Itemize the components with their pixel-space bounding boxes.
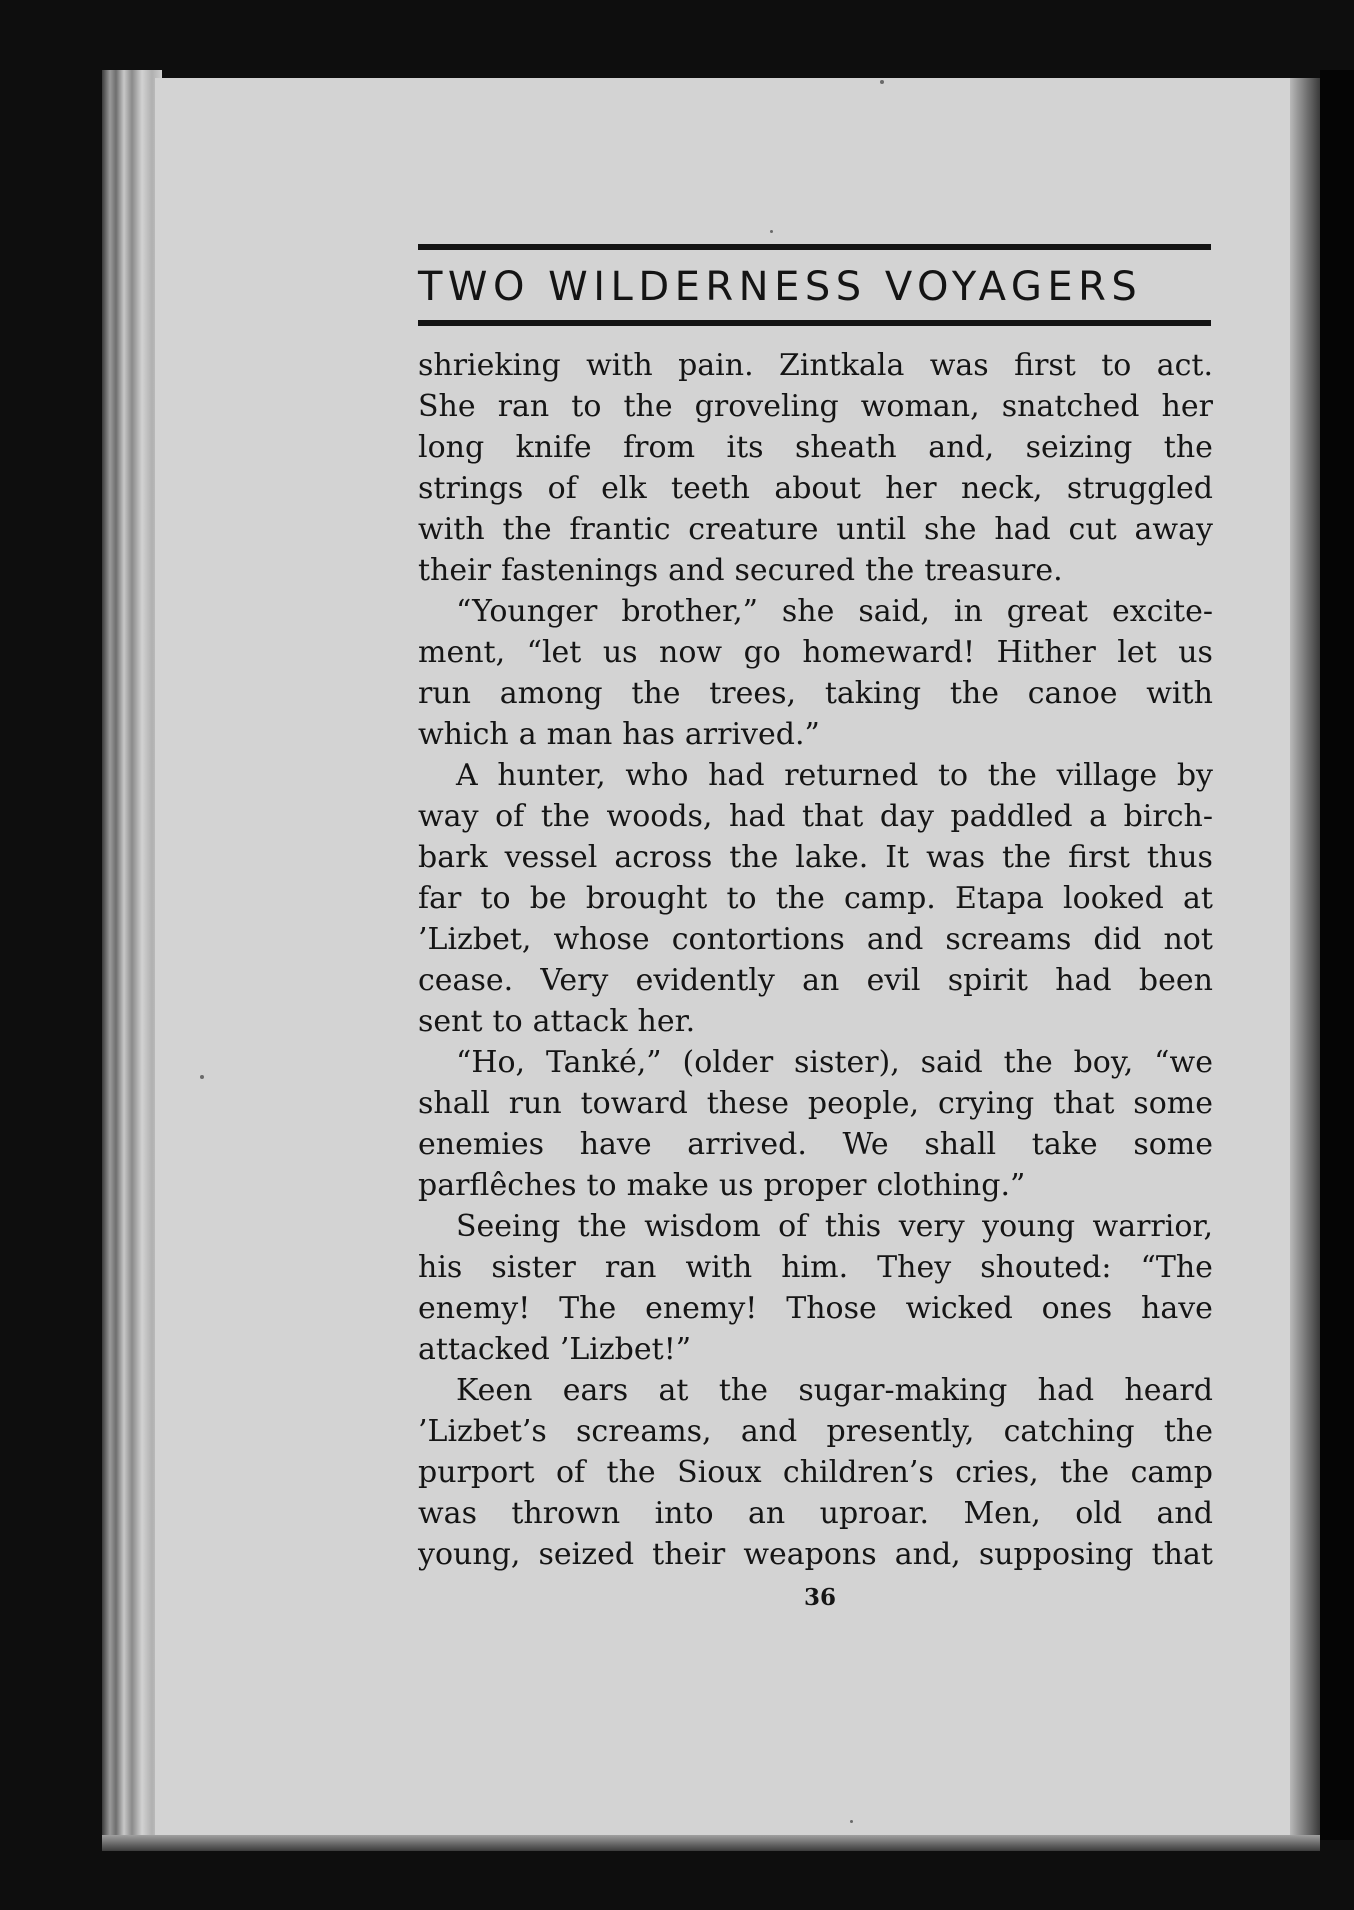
- word: struggled: [1066, 471, 1213, 506]
- word: long: [418, 430, 485, 465]
- word: arrived.: [687, 1127, 807, 1162]
- word: shall: [418, 1086, 490, 1121]
- word: had: [1037, 1373, 1095, 1408]
- text-line: [418, 591, 1213, 632]
- word: that: [802, 799, 864, 834]
- word: Seeing: [456, 1209, 561, 1244]
- word: proper: [763, 1168, 867, 1203]
- word: bark: [418, 840, 488, 875]
- word: “Younger: [456, 594, 598, 629]
- word: elk: [601, 471, 647, 506]
- word: she: [924, 512, 977, 547]
- word: purport: [418, 1455, 535, 1490]
- word: Tanké,”: [545, 1045, 662, 1080]
- text-line: [418, 550, 1213, 591]
- word: screams,: [576, 1414, 712, 1449]
- word: her.: [637, 1004, 696, 1039]
- word: seizing: [1025, 430, 1133, 465]
- word: be: [529, 881, 567, 916]
- word: heard: [1124, 1373, 1213, 1408]
- word: Zintkala: [779, 348, 905, 383]
- scan-speck: [770, 230, 773, 233]
- text-line: [418, 714, 1213, 755]
- word: the: [718, 1373, 768, 1408]
- text-line: [418, 509, 1213, 550]
- word: she: [781, 594, 835, 629]
- word: until: [836, 512, 907, 547]
- word: homeward!: [802, 635, 976, 670]
- word: the: [540, 799, 590, 834]
- word: not: [1163, 922, 1213, 957]
- word: has: [622, 717, 675, 752]
- word: vessel: [504, 840, 598, 875]
- word: arrived.”: [684, 717, 820, 752]
- word: with: [1146, 676, 1213, 711]
- word: pain.: [678, 348, 754, 383]
- word: from: [623, 430, 696, 465]
- word: him.: [781, 1250, 849, 1285]
- word: an: [802, 963, 840, 998]
- word: birch-: [1123, 799, 1213, 834]
- text-line: [418, 837, 1213, 878]
- word: far: [418, 881, 462, 916]
- word: to: [586, 1168, 617, 1203]
- word: ment,: [418, 635, 506, 670]
- text-line: [418, 1042, 1213, 1083]
- word: teeth: [671, 471, 750, 506]
- word: first: [1014, 348, 1076, 383]
- word: a: [1089, 799, 1108, 834]
- word: “Ho,: [456, 1045, 526, 1080]
- word: his: [418, 1250, 463, 1285]
- word: been: [1138, 963, 1213, 998]
- header-rule-top: [418, 244, 1211, 250]
- word: their: [652, 1537, 726, 1572]
- word: go: [743, 635, 781, 670]
- text-line: [418, 1083, 1213, 1124]
- word: that: [1151, 1537, 1213, 1572]
- word: act.: [1156, 348, 1213, 383]
- word: sheath: [795, 430, 897, 465]
- word: They: [877, 1250, 952, 1285]
- word: now: [659, 635, 723, 670]
- word: away: [1134, 512, 1213, 547]
- word: lake.: [795, 840, 869, 875]
- word: neck,: [960, 471, 1043, 506]
- text-line: [418, 878, 1213, 919]
- word: hunter,: [497, 758, 606, 793]
- word: warrior,: [1092, 1209, 1213, 1244]
- word: great: [1006, 594, 1088, 629]
- word: camp.: [843, 881, 936, 916]
- word: cries,: [955, 1455, 1039, 1490]
- word: enemy!: [418, 1291, 531, 1326]
- word: uproar.: [819, 1496, 930, 1531]
- word: us: [1178, 635, 1213, 670]
- text-line: [418, 1165, 1213, 1206]
- word: was: [929, 348, 989, 383]
- word: whose: [553, 922, 650, 957]
- word: that: [1053, 1086, 1115, 1121]
- word: wisdom: [644, 1209, 761, 1244]
- word: day: [879, 799, 934, 834]
- word: the: [577, 1209, 627, 1244]
- word: “let: [526, 635, 582, 670]
- word: She: [418, 389, 476, 424]
- word: shall: [924, 1127, 997, 1162]
- word: Very: [540, 963, 609, 998]
- word: cut: [1068, 512, 1117, 547]
- word: the: [987, 758, 1037, 793]
- scan-speck: [850, 1820, 853, 1823]
- word: the: [1060, 1455, 1110, 1490]
- word: have: [579, 1127, 652, 1162]
- word: a: [518, 717, 537, 752]
- word: to: [480, 881, 511, 916]
- word: Those: [786, 1291, 877, 1326]
- text-line: [418, 1370, 1213, 1411]
- word: supposing: [978, 1537, 1134, 1572]
- word: which: [418, 717, 509, 752]
- word: with: [418, 512, 485, 547]
- text-line: [418, 673, 1213, 714]
- word: thrown: [511, 1496, 621, 1531]
- word: was: [418, 1496, 477, 1531]
- word: man: [546, 717, 613, 752]
- word: about: [774, 471, 861, 506]
- word: weapons: [743, 1537, 877, 1572]
- word: secured: [734, 553, 856, 588]
- text-line: [418, 1493, 1213, 1534]
- word: this: [824, 1209, 882, 1244]
- text-line: [418, 1247, 1213, 1288]
- word: sister),: [794, 1045, 900, 1080]
- text-line: [418, 1534, 1213, 1575]
- word: make: [626, 1168, 709, 1203]
- word: first: [1068, 840, 1130, 875]
- word: her: [1161, 389, 1213, 424]
- word: sugar-making: [798, 1373, 1008, 1408]
- word: brought: [585, 881, 708, 916]
- word: Sioux: [677, 1455, 762, 1490]
- word: an: [748, 1496, 786, 1531]
- text-line: [418, 386, 1213, 427]
- word: and,: [894, 1537, 961, 1572]
- word: shrieking: [418, 348, 561, 383]
- text-line: [418, 1411, 1213, 1452]
- bottom-page-edge: [102, 1835, 1320, 1851]
- word: knife: [515, 430, 592, 465]
- word: ’Lizbet!”: [559, 1332, 692, 1367]
- word: to: [571, 389, 602, 424]
- word: the: [775, 881, 825, 916]
- word: said,: [858, 594, 930, 629]
- word: to: [726, 881, 757, 916]
- word: Etapa: [954, 881, 1044, 916]
- word: its: [726, 430, 764, 465]
- word: into: [654, 1496, 714, 1531]
- word: strings: [418, 471, 524, 506]
- text-line: [418, 632, 1213, 673]
- word: woman,: [860, 389, 980, 424]
- word: crying: [937, 1086, 1035, 1121]
- word: Men,: [963, 1496, 1041, 1531]
- word: among: [499, 676, 603, 711]
- word: screams: [945, 922, 1072, 957]
- word: the: [631, 676, 681, 711]
- word: her: [885, 471, 937, 506]
- word: to: [937, 758, 969, 793]
- word: at: [658, 1373, 689, 1408]
- word: looked: [1063, 881, 1164, 916]
- word: parflêches: [418, 1168, 577, 1203]
- text-line: [418, 796, 1213, 837]
- word: the: [623, 389, 673, 424]
- word: evidently: [635, 963, 775, 998]
- word: to: [492, 1004, 523, 1039]
- word: excite-: [1111, 594, 1213, 629]
- word: way: [418, 799, 479, 834]
- word: had: [708, 758, 765, 793]
- word: fastenings: [501, 553, 659, 588]
- word: returned: [784, 758, 919, 793]
- text-line: [418, 1124, 1213, 1165]
- text-line: [418, 1452, 1213, 1493]
- text-line: [418, 468, 1213, 509]
- word: (older: [682, 1045, 774, 1080]
- word: snatched: [1001, 389, 1140, 424]
- word: had: [994, 512, 1051, 547]
- word: some: [1133, 1086, 1213, 1121]
- word: A: [456, 758, 478, 793]
- word: trees,: [709, 676, 797, 711]
- word: the: [865, 553, 915, 588]
- word: and: [866, 922, 924, 957]
- word: cease.: [418, 963, 514, 998]
- text-line: [418, 1001, 1213, 1042]
- text-line: [418, 960, 1213, 1001]
- word: attacked: [418, 1332, 550, 1367]
- running-head: TWO WILDERNESS VOYAGERS: [418, 264, 1143, 310]
- word: very: [898, 1209, 965, 1244]
- word: We: [842, 1127, 889, 1162]
- word: said: [920, 1045, 983, 1080]
- word: did: [1093, 922, 1142, 957]
- word: the: [729, 840, 779, 875]
- word: sister: [491, 1250, 576, 1285]
- word: young,: [418, 1537, 521, 1572]
- word: ’Lizbet’s: [418, 1414, 547, 1449]
- word: and: [740, 1414, 798, 1449]
- word: enemy!: [645, 1291, 758, 1326]
- word: of: [547, 471, 577, 506]
- word: to: [1101, 348, 1132, 383]
- word: people,: [807, 1086, 920, 1121]
- text-line: [418, 755, 1213, 796]
- word: the: [606, 1455, 656, 1490]
- word: “The: [1140, 1250, 1213, 1285]
- text-line: [418, 1288, 1213, 1329]
- word: sent: [418, 1004, 483, 1039]
- word: taking: [824, 676, 922, 711]
- word: the: [1003, 1045, 1053, 1080]
- page-number: 36: [803, 1584, 836, 1611]
- word: Keen: [456, 1373, 533, 1408]
- word: young: [982, 1209, 1076, 1244]
- word: across: [614, 840, 713, 875]
- word: attack: [532, 1004, 628, 1039]
- header-rule-bottom: [418, 320, 1211, 326]
- word: seized: [538, 1537, 635, 1572]
- word: and: [1156, 1496, 1213, 1531]
- word: of: [778, 1209, 808, 1244]
- word: enemies: [418, 1127, 545, 1162]
- word: who: [625, 758, 689, 793]
- word: and,: [928, 430, 995, 465]
- word: of: [495, 799, 525, 834]
- word: treasure.: [924, 553, 1063, 588]
- word: ones: [1041, 1291, 1113, 1326]
- word: presently,: [826, 1414, 975, 1449]
- text-line: [418, 1206, 1213, 1247]
- word: these: [706, 1086, 790, 1121]
- word: woods,: [606, 799, 713, 834]
- word: had: [1055, 963, 1112, 998]
- word: It: [885, 840, 910, 875]
- word: let: [1117, 635, 1157, 670]
- book-binding-edge: [102, 70, 162, 1840]
- word: and: [668, 553, 725, 588]
- page-edge-shadow: [1290, 78, 1320, 1835]
- word: of: [555, 1455, 586, 1490]
- body-text: [418, 345, 1213, 1575]
- word: the: [1163, 430, 1213, 465]
- word: groveling: [694, 389, 839, 424]
- word: creature: [688, 512, 819, 547]
- word: ears: [562, 1373, 629, 1408]
- right-dark-margin: [1320, 70, 1354, 1840]
- word: children’s: [782, 1455, 934, 1490]
- word: with: [586, 348, 653, 383]
- word: spirit: [947, 963, 1028, 998]
- word: evil: [866, 963, 921, 998]
- word: ran: [604, 1250, 657, 1285]
- word: the: [949, 676, 999, 711]
- word: the: [1001, 840, 1052, 875]
- word: their: [418, 553, 492, 588]
- word: in: [953, 594, 983, 629]
- word: had: [729, 799, 786, 834]
- word: Hither: [996, 635, 1096, 670]
- text-line: [418, 345, 1213, 386]
- word: village: [1056, 758, 1158, 793]
- word: paddled: [950, 799, 1073, 834]
- word: with: [685, 1250, 753, 1285]
- word: frantic: [569, 512, 671, 547]
- word: ran: [497, 389, 550, 424]
- word: boy,: [1073, 1045, 1134, 1080]
- word: catching: [1003, 1414, 1135, 1449]
- word: canoe: [1027, 676, 1118, 711]
- word: run: [418, 676, 471, 711]
- word: the: [1163, 1414, 1213, 1449]
- word: us: [718, 1168, 754, 1203]
- word: have: [1141, 1291, 1213, 1326]
- scan-speck: [200, 1075, 204, 1079]
- word: take: [1031, 1127, 1098, 1162]
- word: toward: [580, 1086, 688, 1121]
- word: the: [502, 512, 552, 547]
- word: shouted:: [980, 1250, 1112, 1285]
- word: camp: [1130, 1455, 1213, 1490]
- word: at: [1183, 881, 1213, 916]
- text-line: [418, 427, 1213, 468]
- text-line: [418, 1329, 1213, 1370]
- scan-speck: [880, 80, 884, 84]
- word: was: [926, 840, 986, 875]
- word: run: [508, 1086, 562, 1121]
- word: clothing.”: [876, 1168, 1026, 1203]
- word: The: [559, 1291, 617, 1326]
- word: “we: [1154, 1045, 1213, 1080]
- word: contortions: [671, 922, 845, 957]
- text-line: [418, 919, 1213, 960]
- word: us: [602, 635, 638, 670]
- word: wicked: [905, 1291, 1013, 1326]
- word: ’Lizbet,: [418, 922, 532, 957]
- word: some: [1133, 1127, 1213, 1162]
- word: by: [1176, 758, 1213, 793]
- word: brother,”: [621, 594, 758, 629]
- word: thus: [1146, 840, 1213, 875]
- word: old: [1075, 1496, 1123, 1531]
